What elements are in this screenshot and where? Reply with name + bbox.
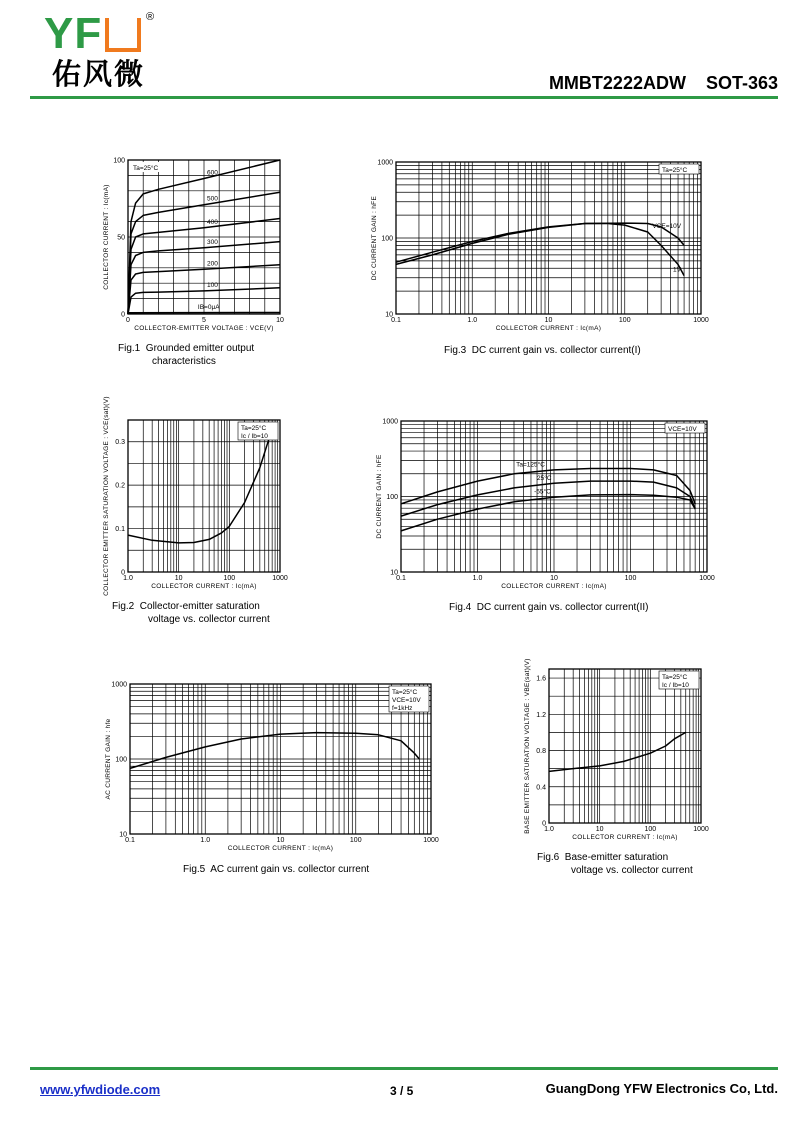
fig3-x-tick-label: 10 bbox=[544, 317, 553, 324]
fig6-x-axis-label: COLLECTOR CURRENT : Ic(mA) bbox=[572, 834, 678, 841]
fig4-x-tick-label: 0.1 bbox=[396, 575, 406, 582]
fig1-x-tick-label: 10 bbox=[276, 317, 284, 324]
fig2-x-axis-label: COLLECTOR CURRENT : Ic(mA) bbox=[151, 583, 257, 590]
fig3-x-tick-label: 0.1 bbox=[391, 317, 401, 324]
fig2-condition-text: Ta=25°C bbox=[241, 425, 267, 432]
fig3-caption: Fig.3 DC current gain vs. collector current(I) bbox=[444, 345, 641, 356]
fig2-y-tick-label: 0.1 bbox=[115, 526, 125, 534]
fig1-x-tick-label: 5 bbox=[202, 317, 206, 324]
fig2-x-tick-label: 1.0 bbox=[123, 575, 133, 582]
fig2-series-0-line bbox=[128, 429, 272, 543]
fig5-condition-text: Ta=25°C bbox=[392, 689, 418, 696]
fig4-y-tick-label: 10 bbox=[390, 569, 398, 577]
fig3-y-tick-label: 10 bbox=[385, 311, 393, 319]
fig6-y-tick-label: 0.4 bbox=[536, 784, 546, 792]
fig1-x-tick-label: 0 bbox=[126, 317, 130, 324]
fig4-x-axis-label: COLLECTOR CURRENT : Ic(mA) bbox=[501, 583, 607, 590]
footer-rule bbox=[30, 1067, 778, 1070]
fig2-y-tick-label: 0.3 bbox=[115, 439, 125, 447]
fig1-x-axis-label: COLLECTOR-EMITTER VOLTAGE : VCE(V) bbox=[134, 325, 274, 332]
fig4-caption: Fig.4 DC current gain vs. collector current(II) bbox=[449, 602, 649, 613]
fig3-y-axis-label: DC CURRENT GAIN : hFE bbox=[371, 195, 378, 281]
package-name: SOT-363 bbox=[705, 73, 778, 93]
fig4-x-tick-label: 100 bbox=[624, 575, 637, 582]
fig5-x-tick-label: 0.1 bbox=[125, 837, 135, 844]
fig6-condition-text: Ta=25°C bbox=[662, 674, 688, 681]
fig6-x-tick-label: 1.0 bbox=[544, 826, 554, 833]
fig2-condition-text: Ic / Ib=10 bbox=[241, 433, 268, 440]
fig1-y-axis-label: COLLECTOR CURRENT : Ic(mA) bbox=[103, 184, 110, 290]
fig3-x-axis-label: COLLECTOR CURRENT : Ic(mA) bbox=[495, 325, 602, 332]
fig1-caption-line1: Fig.1 Grounded emitter output bbox=[118, 343, 255, 354]
fig6-y-tick-label: 0.8 bbox=[536, 748, 546, 756]
fig3-x-tick-label: 1000 bbox=[693, 317, 709, 324]
fig1-caption-line2: characteristics bbox=[152, 356, 216, 367]
fig1-condition-text: Ta=25°C bbox=[133, 165, 159, 172]
fig3-y-tick-label: 100 bbox=[381, 235, 393, 243]
fig4-y-tick-label: 1000 bbox=[382, 418, 398, 426]
fig6-y-axis-label: BASE EMITTER SATURATION VOLTAGE : VBE(sat)(V) bbox=[524, 658, 531, 834]
fig5-caption: Fig.5 AC current gain vs. collector current bbox=[183, 864, 370, 875]
fig6-y-tick-label: 1.2 bbox=[536, 711, 546, 719]
website-link[interactable]: www.yfwdiode.com bbox=[40, 1082, 161, 1097]
fig2-y-axis-label: COLLECTOR EMITTER SATURATION VOLTAGE : VCE(sat)(V) bbox=[103, 396, 110, 596]
fig4-y-tick-label: 100 bbox=[386, 494, 398, 501]
fig4-x-tick-label: 1000 bbox=[699, 575, 715, 582]
fig4-series-label: Ta=125°C bbox=[516, 461, 545, 469]
fig6-y-tick-label: 0 bbox=[542, 820, 546, 828]
logo-chinese-name: 佑风微 bbox=[52, 57, 146, 91]
fig5-y-axis-label: AC CURRENT GAIN : hfe bbox=[105, 718, 112, 800]
fig6-caption-line2: voltage vs. collector current bbox=[571, 865, 693, 876]
fig1-series-label: 500 bbox=[207, 195, 218, 203]
fig2-x-tick-label: 1000 bbox=[272, 575, 288, 582]
fig2-caption-line2: voltage vs. collector current bbox=[148, 614, 270, 625]
fig1-series-label: 100 bbox=[207, 281, 218, 289]
fig2-x-tick-label: 100 bbox=[223, 575, 236, 582]
fig4-condition-text: VCE=10V bbox=[668, 426, 697, 433]
fig3-x-tick-label: 1.0 bbox=[467, 317, 478, 324]
fig1-series-label: 300 bbox=[207, 238, 218, 246]
fig6-x-tick-label: 1000 bbox=[693, 826, 709, 833]
fig5-x-axis-label: COLLECTOR CURRENT : Ic(mA) bbox=[227, 845, 334, 852]
fig5-y-tick-label: 10 bbox=[119, 831, 127, 839]
fig6-series-0-line bbox=[549, 732, 686, 771]
fig5-x-tick-label: 1.0 bbox=[200, 837, 211, 844]
fig4-series-label: 25°C bbox=[537, 475, 552, 483]
fig6-x-tick-label: 100 bbox=[644, 826, 657, 833]
part-number: MMBT2222ADW bbox=[548, 73, 686, 93]
fig2-x-tick-label: 10 bbox=[174, 575, 183, 582]
fig5-y-tick-label: 100 bbox=[115, 756, 127, 764]
fig5-condition-text: VCE=10V bbox=[392, 697, 421, 704]
fig5-x-tick-label: 100 bbox=[349, 837, 362, 844]
fig3-x-tick-label: 100 bbox=[618, 317, 631, 324]
fig1-y-tick-label: 0 bbox=[121, 311, 125, 319]
logo-letters: YF bbox=[44, 9, 103, 58]
fig3-y-tick-label: 1000 bbox=[377, 159, 393, 167]
fig6-caption-line1: Fig.6 Base-emitter saturation bbox=[537, 852, 669, 863]
page-number: 3 / 5 bbox=[390, 1084, 414, 1098]
company-name: GuangDong YFW Electronics Co, Ltd. bbox=[545, 1081, 778, 1096]
fig4-x-tick-label: 10 bbox=[550, 575, 558, 582]
fig3-condition-text: Ta=25°C bbox=[662, 167, 688, 174]
fig5-y-tick-label: 1000 bbox=[111, 681, 127, 689]
fig2-y-tick-label: 0 bbox=[121, 569, 125, 577]
fig2-caption-line1: Fig.2 Collector-emitter saturation bbox=[112, 601, 260, 612]
fig6-y-tick-label: 1.6 bbox=[536, 675, 546, 683]
fig5-condition-text: f=1kHz bbox=[392, 705, 413, 712]
registered-mark: ® bbox=[146, 11, 155, 23]
fig3-series-label: VCE=10V bbox=[652, 223, 682, 231]
fig6-x-tick-label: 10 bbox=[595, 826, 604, 833]
fig6-plot-frame bbox=[549, 669, 701, 823]
fig6-condition-text: Ic / Ib=10 bbox=[662, 682, 689, 689]
fig1-series-label: IB=0μA bbox=[197, 304, 220, 311]
fig2-y-tick-label: 0.2 bbox=[115, 482, 125, 490]
fig4-x-tick-label: 1.0 bbox=[472, 575, 483, 582]
fig1-series-label: 600 bbox=[207, 169, 218, 177]
fig1-y-tick-label: 100 bbox=[113, 157, 125, 165]
fig3-series-label: 1V bbox=[673, 266, 682, 274]
fig4-y-axis-label: DC CURRENT GAIN : hFE bbox=[376, 454, 383, 539]
fig4-series-label: -55°C bbox=[534, 488, 551, 496]
fig1-series-label: 400 bbox=[207, 218, 218, 226]
fig1-y-tick-label: 50 bbox=[117, 234, 125, 242]
fig5-series-0-line bbox=[130, 733, 419, 769]
fig5-x-tick-label: 10 bbox=[276, 837, 285, 844]
fig2-plot-frame bbox=[128, 420, 280, 572]
fig5-x-tick-label: 1000 bbox=[423, 837, 439, 844]
fig1-series-label: 200 bbox=[207, 260, 218, 268]
